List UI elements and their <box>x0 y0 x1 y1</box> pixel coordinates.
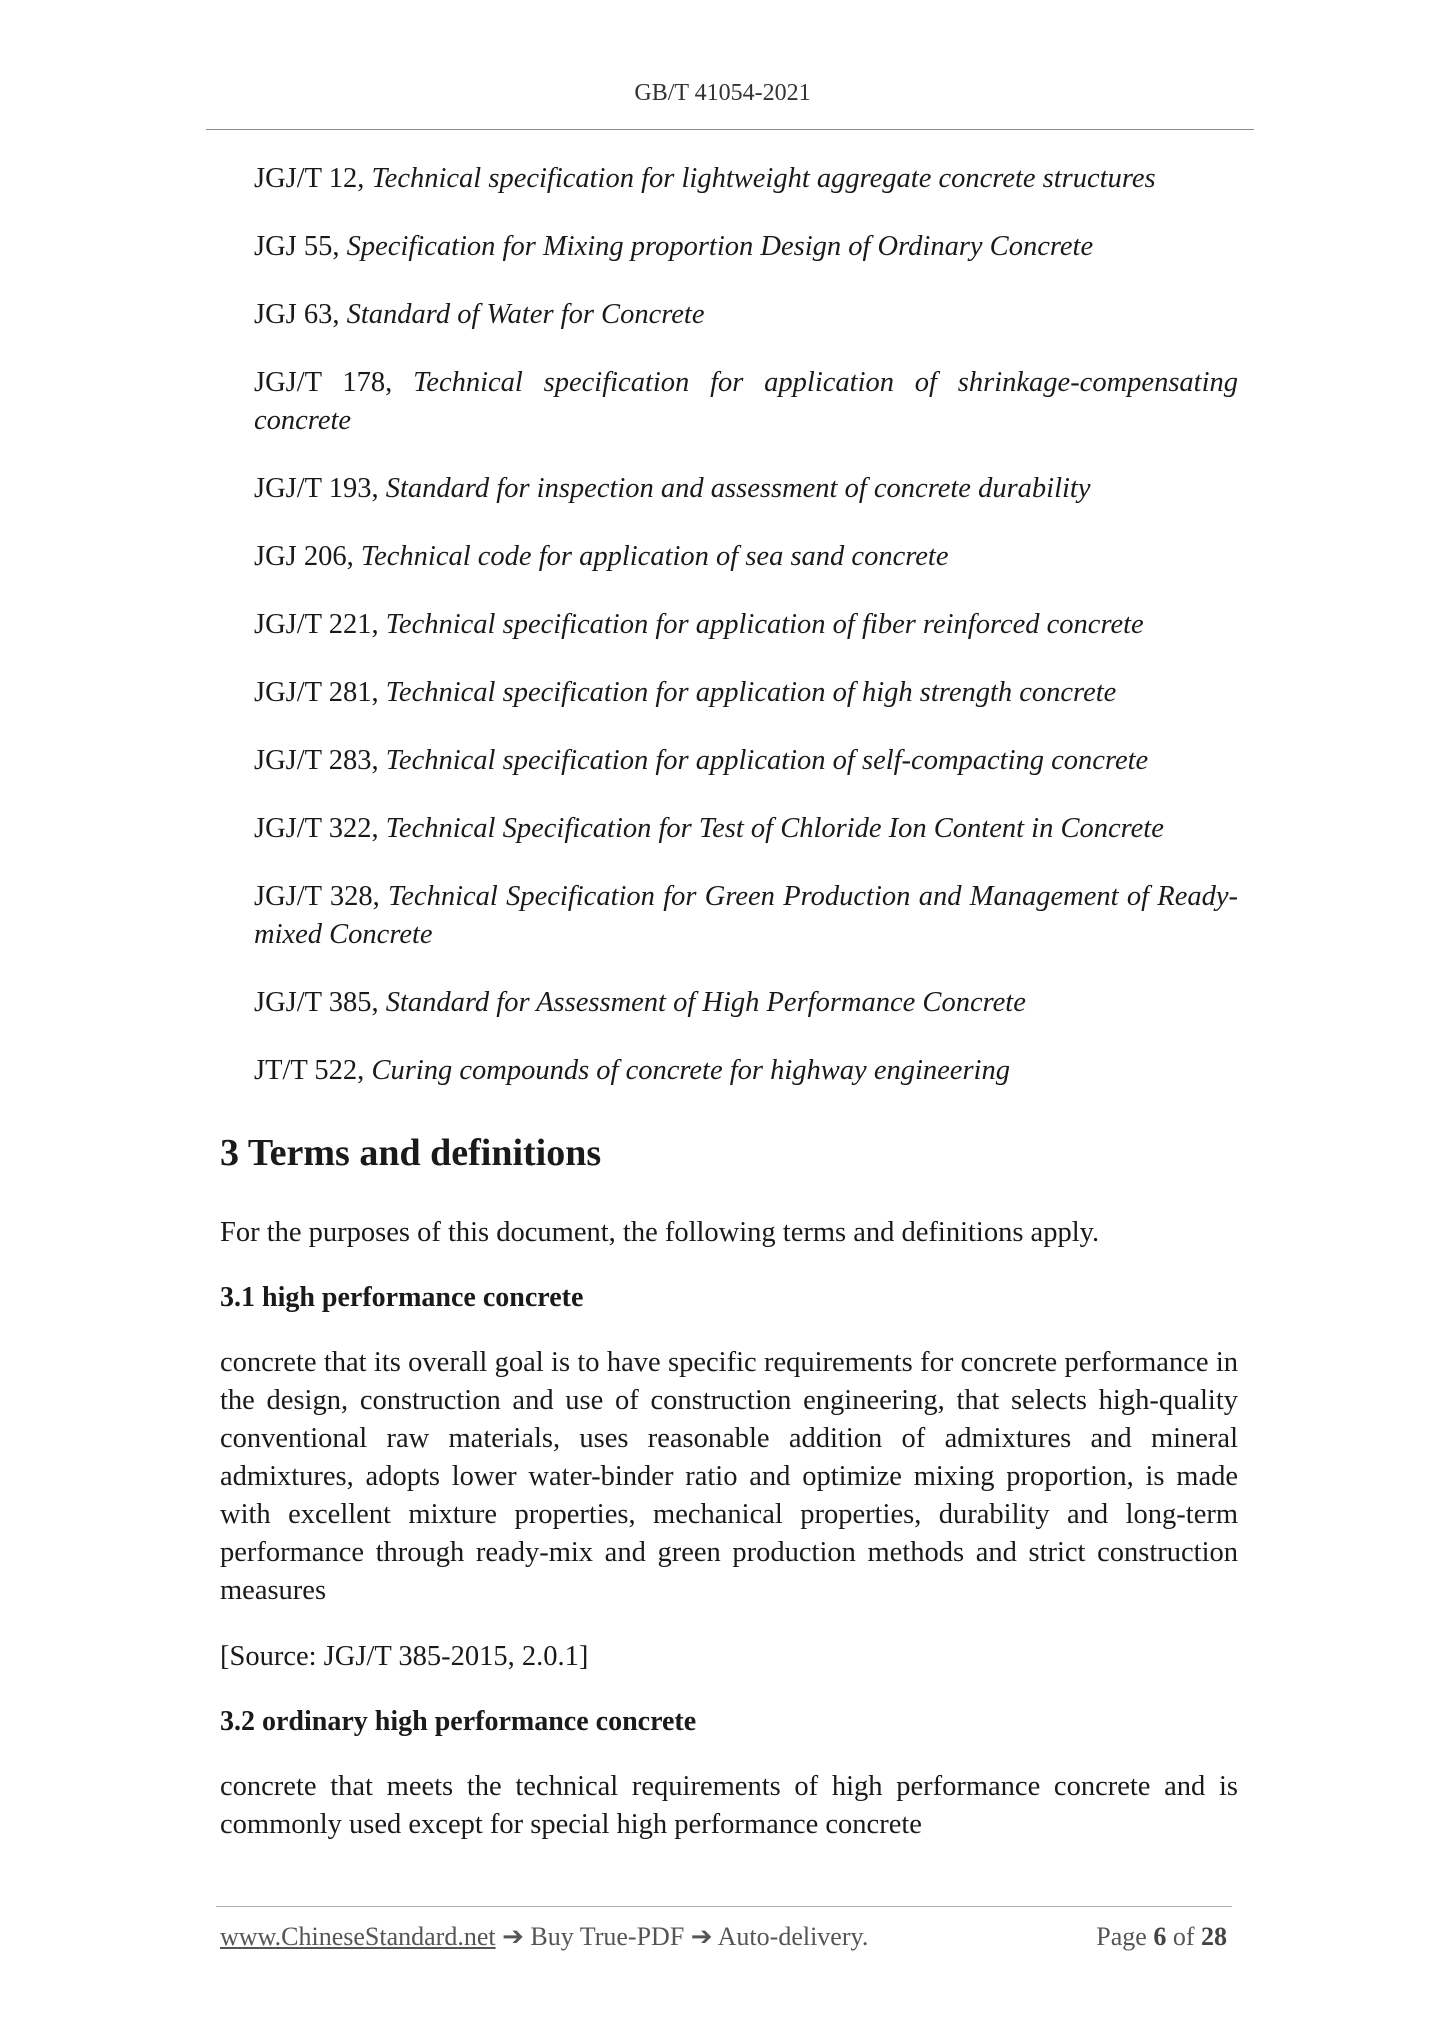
term-definition: concrete that meets the technical requirements of high performance concrete and is commonly used except for special high performance concrete <box>220 1771 1238 1840</box>
reference-title: Technical specification for application of fiber reinforced concrete <box>385 609 1144 640</box>
footer-promo <box>220 1922 868 1952</box>
reference-code: JGJ 63, <box>254 299 340 330</box>
reference-title: Technical specification for lightweight aggregate concrete structures <box>371 163 1156 194</box>
term-heading: 3.1 high performance concrete <box>220 1282 584 1313</box>
section-intro: For the purposes of this document, the following terms and definitions apply. <box>220 1217 1100 1248</box>
reference-code: JGJ/T 328, <box>254 881 380 912</box>
reference-item <box>254 606 1238 644</box>
reference-title: Specification for Mixing proportion Design of Ordinary Concrete <box>346 231 1094 262</box>
reference-item <box>254 984 1238 1022</box>
reference-item <box>254 1052 1238 1090</box>
page-label: Page <box>1096 1922 1147 1951</box>
reference-title: Curing compounds of concrete for highway engineering <box>371 1055 1010 1086</box>
arrow-right-icon: ➔ <box>690 1922 713 1951</box>
reference-item <box>254 364 1238 440</box>
page-total: 28 <box>1201 1922 1227 1951</box>
reference-code: JGJ/T 12, <box>254 163 365 194</box>
term-definition: concrete that its overall goal is to have specific requirements for concrete performance in the design, construction and use of construction engineering, that selects high-quality conventional raw materials, uses reasonable addition of admixtures and mineral admixtures, adopts lower water-binder ratio and optimize mixing proportion, is made with excellent mixture properties, mechanical properties, durability and long-term performance through ready-mix and green production methods and strict construction measures <box>220 1347 1238 1606</box>
buy-text: Buy True-PDF <box>523 1922 691 1951</box>
reference-item <box>254 296 1238 334</box>
reference-code: JGJ/T 322, <box>254 813 379 844</box>
reference-title: Technical specification for application of self-compacting concrete <box>385 745 1149 776</box>
arrow-right-icon: ➔ <box>502 1922 524 1951</box>
reference-code: JGJ/T 283, <box>254 745 379 776</box>
reference-item <box>254 674 1238 712</box>
reference-code: JGJ/T 178, <box>254 367 393 398</box>
reference-code: JGJ/T 385, <box>254 987 379 1018</box>
of-label: of <box>1172 1922 1195 1951</box>
delivery-text: Auto-delivery. <box>712 1922 869 1951</box>
reference-title: Standard of Water for Concrete <box>346 299 705 330</box>
terms-section <box>220 1130 1238 1872</box>
reference-code: JGJ/T 193, <box>254 473 379 504</box>
reference-item <box>254 878 1238 954</box>
page-indicator <box>1096 1922 1227 1952</box>
reference-code: JGJ/T 281, <box>254 677 379 708</box>
reference-item <box>254 742 1238 780</box>
reference-item <box>254 160 1238 198</box>
reference-title: Standard for Assessment of High Performance Concrete <box>385 987 1026 1018</box>
reference-code: JT/T 522, <box>254 1055 365 1086</box>
reference-title: Technical Specification for Test of Chloride Ion Content in Concrete <box>385 813 1164 844</box>
reference-item <box>254 228 1238 266</box>
term-source: [Source: JGJ/T 385-2015, 2.0.1] <box>220 1641 589 1672</box>
reference-code: JGJ/T 221, <box>254 609 379 640</box>
reference-title: Technical specification for application of high strength concrete <box>385 677 1117 708</box>
reference-code: JGJ 206, <box>254 541 354 572</box>
reference-title: Technical code for application of sea sand concrete <box>360 541 949 572</box>
section-heading: 3 Terms and definitions <box>220 1132 602 1174</box>
reference-title: Technical specification for application of shrinkage-compensating concrete <box>254 367 1238 436</box>
reference-item <box>254 470 1238 508</box>
header-title: GB/T 41054-2021 <box>634 80 811 106</box>
reference-item <box>254 810 1238 848</box>
footer-divider <box>216 1906 1232 1907</box>
reference-code: JGJ 55, <box>254 231 340 262</box>
header-divider <box>206 129 1254 130</box>
website-link[interactable]: www.ChineseStandard.net <box>220 1922 496 1951</box>
page-number: 6 <box>1153 1922 1167 1951</box>
reference-title: Technical Specification for Green Production and Management of Ready-mixed Concrete <box>254 881 1238 950</box>
reference-list <box>254 160 1238 1120</box>
reference-title: Standard for inspection and assessment of concrete durability <box>385 473 1091 504</box>
reference-item <box>254 538 1238 576</box>
term-heading: 3.2 ordinary high performance concrete <box>220 1706 697 1737</box>
